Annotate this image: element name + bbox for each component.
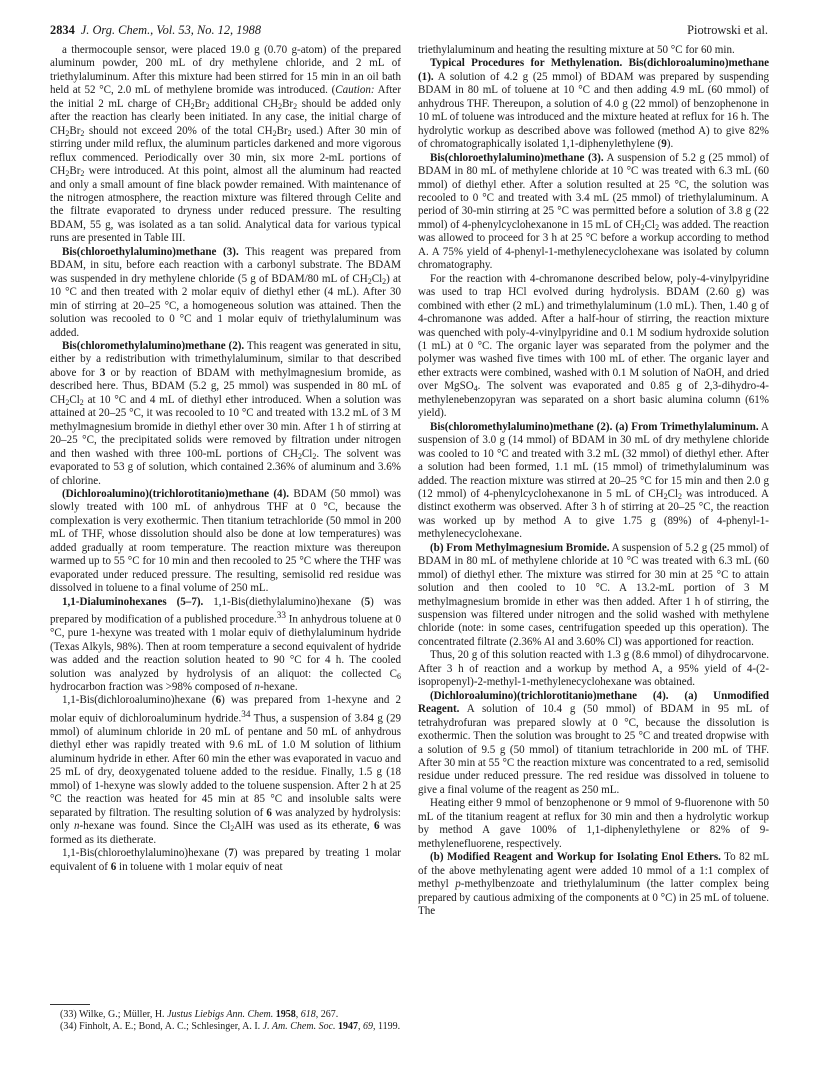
footnote-rule: [50, 1004, 90, 1005]
footnote: (33) Wilke, G.; Müller, H. Justus Liebigs Ann. Chem. 1958, 618, 267.: [60, 1009, 339, 1020]
running-head-authors: Piotrowski et al.: [687, 23, 768, 37]
body-paragraph: For the reaction with 4-chromanone described below, poly-4-vinylpyridine was used to trap HCl evolved during hydrolysis. BDAM (2.60 g) was combined with ether (2 mL) and trimethylaluminum (1.0 mL). Then, 1.40 g of 4-chromanone was added. After a half-hour of stirring, the reaction mixture was quenched with poly-4-vinylpyridine and 0.1 M sodium hydroxide solution (1 mL) at 0 °C. The organic layer was separated from the polymer and the polymer was washed five times with 100 mL of ether. The organic layer and ether extracts were combined, washed with 0.1 M solution of NaOH, and dried over MgSO$_4$. The solvent was evaporated and 0.85 g of 2,3-dihydro-4-methylenebenzopyran was separated on a short basic alumina column (61% yield).: [418, 272, 769, 420]
body-paragraph: 1,1-Bis(dichloroalumino)hexane (6) was prepared from 1-hexyne and 2 molar equiv of dichloroaluminum hydride.$^{34}$ Thus, a suspension of 3.84 g (29 mmol) of aluminum chloride in 20 mL of pentane and 50 mL of anhydrous diethyl ether was rapidly treated with 9.6 mL of 1.0 M solution of lithium aluminum hydride in ether. After 60 min the ether was evaporated in vacuo and 25 mL of dry, deoxygenated toluene added to the residue. Finally, 1.5 g (18 mmol) of 1-hexyne was slowly added to the toluene suspension. After 2 h at 25 °C the reaction was heated for 45 min at 85 °C and insoluble salts were separated by filtration. The resulting solution of 6 was analyzed by hydrolysis: only n-hexane was found. Since the $Cl_2AlH$ was used as its etherate, 6 was formed as its dietherate.: [50, 694, 401, 846]
body-paragraph: Bis(chloromethylalumino)methane (2). (a) From Trimethylaluminum. A suspension of 3.0 g (14 mmol) of BDAM in 30 mL of dry methylene chloride was cooled to 10 °C and treated with 3.2 mL (32 mmol) of diethyl ether. After a solution had been formed, 1.1 mL (15 mmol) of trimethylaluminum was added. The reaction mixture was stirred at 20–25 °C for 15 min and then 2.0 g (12 mmol) of 4-phenylcyclohexanone in 5 mL of $CH_2Cl_2$ was introduced. A distinct exotherm was observed. After 3 h of stirring at 20–25 °C, the reaction was worked up by method A to give 1.75 g (89%) of 4-phenyl-1-methylenecyclohexane.: [418, 420, 769, 541]
body-paragraph: Bis(chloromethylalumino)methane (2). This reagent was generated in situ, either by a redistribution with trimethylaluminum, similar to that described above for 3 or by reaction of BDAM with methylmagnesium bromide, as described here. Thus, BDAM (5.2 g, 25 mmol) was suspended in 80 mL of $CH_2Cl_2$ at 10 °C and 4 mL of diethyl ether introduced. When a solution was attained at 20–25 °C, it was recooled to 10 °C and treated with 13.2 mL of 3 M methylmagnesium bromide in diethyl ether over 30 min. After 1 h of stirring at 20–25 °C, the precipitated solids were removed by filtration under nitrogen and then washed with three 100-mL portions of $CH_2Cl_2$. The solvent was evaporated to 53 g of solution, which contained 2.36% of aluminum and 3.6% of chlorine.: [50, 339, 402, 487]
running-head: [50, 22, 768, 38]
journal-citation: J. Org. Chem., Vol. 53, No. 12, 1988: [80, 23, 262, 37]
body-paragraph: Thus, 20 g of this solution reacted with 1.3 g (8.6 mmol) of dihydrocarvone. After 3 h of reaction and a workup by method A, a 95% yield of 4-(2-isopropenyl)-2-methyl-1-methylenecyclohexane was obtained.: [418, 649, 769, 689]
body-paragraph: Bis(chloroethylalumino)methane (3). A suspension of 5.2 g (25 mmol) of BDAM in 80 mL of methylene chloride at 10 °C was treated with 6.3 mL (60 mmol) of diethyl ether. After a solution resulted at 25 °C, the solution was recooled to 0 °C and treated with 3.4 mL (25 mmol) of triethylaluminum. A period of 30-min stirring at 25 °C was permitted before a solution of 3.8 g (22 mmol) of 4-phenylcyclohexanone in 15 mL of $CH_2Cl_2$ was added. The reaction was allowed to proceed for 3 h at 25 °C before a workup according to method A. A 75% yield of 4-phenyl-1-methylenecyclohexane was isolated by column chromatography.: [418, 151, 769, 272]
body-paragraph: 1,1-Bis(chloroethylalumino)hexane (7) was prepared by treating 1 molar equivalent of 6 in toluene with 1 molar equiv of neat: [50, 847, 401, 873]
body-paragraph: triethylaluminum and heating the resulting mixture at 50 °C for 60 min.: [418, 44, 735, 56]
body-paragraph: (Dichloroalumino)(trichlorotitanio)methane (4). (a) Unmodified Reagent. A solution of 10.4 g (50 mmol) of BDAM in 95 mL of tetrahydrofuran was prepared slowly at 0 °C, because the dissolution is exothermic. Then the solution was brought to 25 °C and treated dropwise with a solution of 9.5 g (50 mmol) of titanium tetrachloride in 200 mL of THF. After 30 min at 55 °C the reaction mixture was concentrated to a red, semisolid residue under reduced pressure. The red residue was dissolved in toluene to give a final volume of the reagent as 250 mL.: [418, 689, 769, 796]
body-paragraph: Typical Procedures for Methylenation. Bis(dichloroalumino)methane (1). A solution of 4.2 g (25 mmol) of BDAM was prepared by suspending BDAM in 80 mL of toluene at 10 °C and then adding 4.9 mL (60 mmol) of anhydrous THF. Thereupon, a solution of 4.0 g (22 mmol) of benzophenone in 10 mL of toluene was introduced and the mixture heated at reflux for 16 h. The hydrolytic workup as described above was followed (method A) to give 82% of chromatographically isolated 1,1-diphenylethylene (9).: [418, 57, 769, 151]
body-paragraph: (b) From Methylmagnesium Bromide. A suspension of 5.2 g (25 mmol) of BDAM in 80 mL of methylene chloride at 10 °C was treated with 6.3 mL (60 mmol) of diethyl ether. The mixture was stirred for 30 min at 25 °C to attain solution and then cooled to 10 °C. A 13.2-mL portion of 3 M methylmagnesium bromide in ether was then added. After 1 h of stirring, the suspension was filtered under nitrogen and the solid washed with methylene chloride (note: in some cases, centrifugation speeded up this operation). The concentrated filtrate (2.36% Al and 3.60% Cl) was apportioned for reaction.: [418, 541, 769, 648]
body-paragraph: 1,1-Dialuminohexanes (5–7). 1,1-Bis(diethylalumino)hexane (5) was prepared by modification of a published procedure.$^{33}$ In anhydrous toluene at 0 °C, pure 1-hexyne was treated with 1 molar equiv of diethylaluminum hydride (Texas Alkyls, 98%). Then at room temperature a second equivalent of hydride was added and the reaction solution heated to 90 °C for 4 h. The cooled solution was analyzed by hydrolysis of an aliquot: the collected $C_6$ hydrocarbon fraction was >98% composed of n-hexane.: [50, 595, 401, 693]
footnotes: [50, 1004, 401, 1033]
page-number: 2834: [50, 23, 75, 37]
left-text-column: [50, 44, 401, 874]
running-head-left: [50, 22, 261, 38]
body-paragraph: a thermocouple sensor, were placed 19.0 g (0.70 g-atom) of the prepared aluminum powder, 200 mL of dry methylene chloride, and 2 mL of triethylaluminum. After this mixture had been stirred for 15 min in an oil bath held at 52 °C, 2.0 mL of methylene bromide was introduced. (Caution: After the initial 2 mL charge of $CH_2Br_2$ additional $CH_2Br_2$ should be added only after the reaction has clearly been initiated. In any case, the initial charge of $CH_2Br_2$ should not exceed 20% of the total $CH_2Br_2$ used.) After 30 min of stirring under mild reflux, the aluminum particles darkened and more vigorous reflux commenced. Periodically over 30 min, six more 2-mL portions of $CH_2Br_2$ were introduced. At this point, almost all the aluminum had reacted and only a small amount of fine black powder remained. With maintenance of the nitrogen atmosphere, the reaction mixture was filtered through Celite and the filtrate evaporated to dryness under reduced pressure. The resulting BDAM, 55 g, was isolated as a tan solid. Analytical data for various typical runs are presented in Table III.: [50, 44, 402, 245]
body-paragraph: Bis(chloroethylalumino)methane (3). This reagent was prepared from BDAM, in situ, before each reaction with a carbonyl substrate. The BDAM was suspended in dry methylene chloride (5 g of BDAM/80 mL of $CH_2Cl_2$) at 10 °C and then treated with 2 molar equiv of diethyl ether (4 mL). After 30 min of stirring at 20–25 °C, a homogeneous solution was attained. Then the solution was recooled to 0 °C and 1 molar equiv of triethylaluminum was added.: [50, 245, 402, 339]
right-text-column: [418, 44, 769, 918]
body-paragraph: (b) Modified Reagent and Workup for Isolating Enol Ethers. To 82 mL of the above methylenating agent were added 10 mmol of a 1:1 complex of methyl p-methylbenzoate and triethylaluminum (the latter complex being prepared by cautious admixing of the components at 0 °C) in 25 mL of toluene. The: [418, 851, 769, 917]
body-paragraph: (Dichloroalumino)(trichlorotitanio)methane (4). BDAM (50 mmol) was slowly treated with 100 mL of anhydrous THF at 0 °C, because the complexation is very exothermic. Then titanium tetrachloride (50 mmol in 200 mL of THF, whose dissolution should also be done at low temperatures) was added gradually at room temperature. The reaction mixture was thereupon warmed up to 55 °C for 10 min and then recooled to 25 °C where the THF was evaporated under reduced pressure. The resulting, semisolid red residue was dissolved in toluene to a final volume of 250 mL.: [50, 487, 401, 595]
body-paragraph: Heating either 9 mmol of benzophenone or 9 mmol of 9-fluorenone with 50 mL of the titanium reagent at reflux for 30 min and then a hydrolytic workup by method A gave 100% of 1,1-diphenylethylene or 82% of 9-methylenefluorene, respectively.: [418, 797, 769, 850]
footnote: (34) Finholt, A. E.; Bond, A. C.; Schlesinger, A. I. J. Am. Chem. Soc. 1947, 69, 1199.: [60, 1021, 401, 1033]
